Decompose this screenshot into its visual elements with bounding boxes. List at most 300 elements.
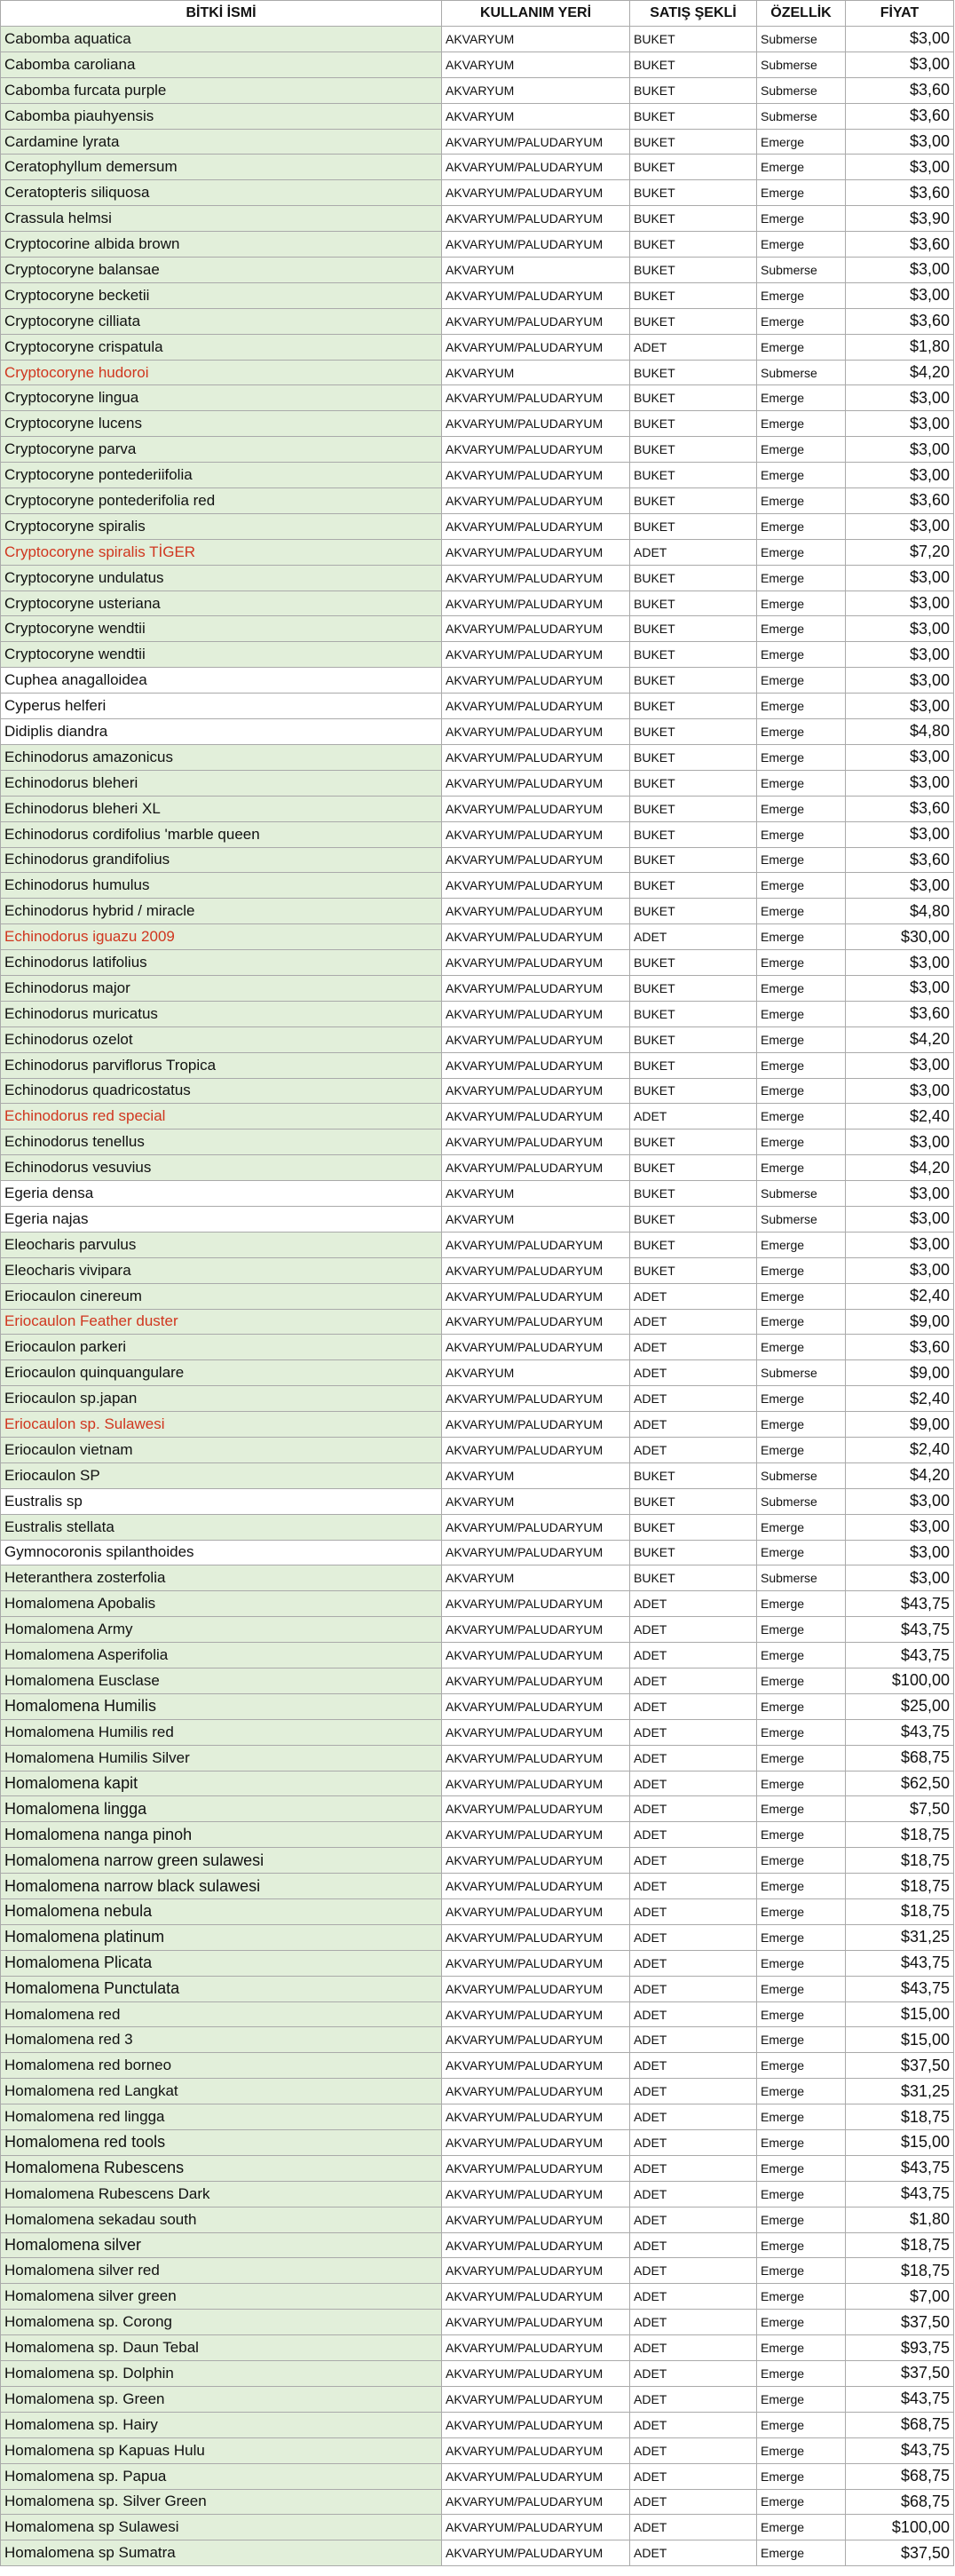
price-cell: $3,00 [846, 1052, 954, 1078]
usage-cell: AKVARYUM [442, 1181, 630, 1207]
feature-cell: Emerge [757, 975, 846, 1001]
sale-type-cell: BUKET [630, 206, 757, 232]
table-row [1, 103, 954, 129]
feature-cell: Emerge [757, 129, 846, 155]
plant-name-cell: Homalomena Humilis [1, 1693, 442, 1719]
feature-cell: Emerge [757, 1104, 846, 1129]
feature-cell: Submerse [757, 1360, 846, 1386]
price-cell: $3,00 [846, 1181, 954, 1207]
feature-cell: Emerge [757, 1257, 846, 1283]
feature-cell: Emerge [757, 1899, 846, 1925]
plant-name-cell: Cryptocoryne parva [1, 437, 442, 463]
sale-type-cell: BUKET [630, 437, 757, 463]
sale-type-cell: ADET [630, 539, 757, 565]
plant-name-cell: Eriocaulon cinereum [1, 1283, 442, 1309]
feature-cell: Emerge [757, 1309, 846, 1335]
price-cell: $9,00 [846, 1309, 954, 1335]
sale-type-cell: BUKET [630, 744, 757, 770]
sale-type-cell: ADET [630, 2386, 757, 2412]
usage-cell: AKVARYUM/PALUDARYUM [442, 437, 630, 463]
price-cell: $3,60 [846, 103, 954, 129]
table-row [1, 975, 954, 1001]
table-row [1, 1719, 954, 1745]
usage-cell: AKVARYUM/PALUDARYUM [442, 873, 630, 899]
plant-name-cell: Cryptocoryne hudoroi [1, 360, 442, 385]
feature-cell: Submerse [757, 77, 846, 103]
feature-cell: Emerge [757, 2027, 846, 2053]
feature-cell: Emerge [757, 950, 846, 976]
table-row [1, 2053, 954, 2079]
sale-type-cell: BUKET [630, 1257, 757, 1283]
sale-type-cell: BUKET [630, 463, 757, 488]
sale-type-cell: ADET [630, 1668, 757, 1694]
table-row [1, 1437, 954, 1462]
table-row [1, 1848, 954, 1874]
feature-cell: Emerge [757, 282, 846, 308]
usage-cell: AKVARYUM/PALUDARYUM [442, 2155, 630, 2181]
sale-type-cell: BUKET [630, 1540, 757, 1565]
feature-cell: Emerge [757, 539, 846, 565]
plant-name-cell: Egeria densa [1, 1181, 442, 1207]
table-row [1, 1565, 954, 1591]
usage-cell: AKVARYUM/PALUDARYUM [442, 1950, 630, 1976]
table-row [1, 180, 954, 206]
plant-name-cell: Echinodorus grandifolius [1, 847, 442, 873]
usage-cell: AKVARYUM/PALUDARYUM [442, 2104, 630, 2130]
table-row [1, 1643, 954, 1668]
plant-name-cell: Homalomena Apobalis [1, 1591, 442, 1617]
usage-cell: AKVARYUM [442, 27, 630, 52]
sale-type-cell: ADET [630, 2207, 757, 2232]
table-row [1, 1668, 954, 1694]
price-cell: $3,00 [846, 258, 954, 283]
sale-type-cell: ADET [630, 1437, 757, 1462]
table-row [1, 950, 954, 976]
usage-cell: AKVARYUM/PALUDARYUM [442, 2258, 630, 2284]
usage-cell: AKVARYUM [442, 1462, 630, 1488]
table-row [1, 1771, 954, 1796]
table-row [1, 155, 954, 180]
table-body [1, 27, 954, 2566]
feature-cell: Submerse [757, 1462, 846, 1488]
usage-cell: AKVARYUM [442, 258, 630, 283]
sale-type-cell: BUKET [630, 796, 757, 821]
plant-name-cell: Homalomena Rubescens Dark [1, 2181, 442, 2207]
usage-cell: AKVARYUM/PALUDARYUM [442, 2310, 630, 2335]
feature-cell: Submerse [757, 1181, 846, 1207]
usage-cell: AKVARYUM/PALUDARYUM [442, 2515, 630, 2540]
feature-cell: Emerge [757, 1693, 846, 1719]
table-row [1, 2232, 954, 2258]
sale-type-cell: BUKET [630, 258, 757, 283]
sale-type-cell: BUKET [630, 1514, 757, 1540]
price-cell: $3,00 [846, 668, 954, 694]
price-cell: $3,00 [846, 744, 954, 770]
sale-type-cell: ADET [630, 2540, 757, 2566]
usage-cell: AKVARYUM/PALUDARYUM [442, 1052, 630, 1078]
price-cell: $2,40 [846, 1283, 954, 1309]
table-row [1, 129, 954, 155]
sale-type-cell: BUKET [630, 103, 757, 129]
price-cell: $18,75 [846, 2232, 954, 2258]
table-row [1, 1796, 954, 1822]
usage-cell: AKVARYUM/PALUDARYUM [442, 2437, 630, 2463]
feature-cell: Submerse [757, 258, 846, 283]
sale-type-cell: BUKET [630, 694, 757, 719]
usage-cell: AKVARYUM/PALUDARYUM [442, 565, 630, 590]
feature-cell: Emerge [757, 616, 846, 642]
plant-name-cell: Cabomba aquatica [1, 27, 442, 52]
table-row [1, 1899, 954, 1925]
usage-cell: AKVARYUM [442, 360, 630, 385]
table-row [1, 1488, 954, 1514]
sale-type-cell: BUKET [630, 308, 757, 334]
feature-cell: Emerge [757, 1822, 846, 1848]
plant-name-cell: Homalomena narrow green sulawesi [1, 1848, 442, 1874]
plant-name-cell: Echinodorus bleheri XL [1, 796, 442, 821]
price-cell: $43,75 [846, 1591, 954, 1617]
price-cell: $3,00 [846, 1129, 954, 1155]
price-cell: $43,75 [846, 1719, 954, 1745]
plant-name-cell: Homalomena platinum [1, 1924, 442, 1950]
usage-cell: AKVARYUM/PALUDARYUM [442, 2386, 630, 2412]
feature-cell: Emerge [757, 1335, 846, 1360]
table-row [1, 744, 954, 770]
usage-cell: AKVARYUM/PALUDARYUM [442, 1129, 630, 1155]
feature-cell: Emerge [757, 2515, 846, 2540]
sale-type-cell: ADET [630, 1822, 757, 1848]
price-cell: $2,40 [846, 1386, 954, 1412]
table-row [1, 1822, 954, 1848]
plant-name-cell: Homalomena sp Sumatra [1, 2540, 442, 2566]
feature-cell: Emerge [757, 2489, 846, 2515]
table-row [1, 694, 954, 719]
plant-name-cell: Crassula helmsi [1, 206, 442, 232]
price-cell: $43,75 [846, 1643, 954, 1668]
sale-type-cell: BUKET [630, 27, 757, 52]
feature-cell: Submerse [757, 1488, 846, 1514]
feature-cell: Emerge [757, 1976, 846, 2001]
sale-type-cell: ADET [630, 1309, 757, 1335]
plant-name-cell: Homalomena red Langkat [1, 2079, 442, 2104]
price-cell: $93,75 [846, 2335, 954, 2361]
sale-type-cell: ADET [630, 2361, 757, 2387]
table-row [1, 360, 954, 385]
price-cell: $43,75 [846, 1617, 954, 1643]
sale-type-cell: BUKET [630, 1565, 757, 1591]
price-cell: $3,00 [846, 385, 954, 411]
table-row [1, 1976, 954, 2001]
table-row [1, 2515, 954, 2540]
plant-name-cell: Homalomena sp. Corong [1, 2310, 442, 2335]
plant-name-cell: Cryptocoryne spiralis [1, 513, 442, 539]
usage-cell: AKVARYUM/PALUDARYUM [442, 232, 630, 258]
feature-cell: Emerge [757, 2207, 846, 2232]
sale-type-cell: BUKET [630, 155, 757, 180]
sale-type-cell: ADET [630, 2104, 757, 2130]
usage-cell: AKVARYUM/PALUDARYUM [442, 694, 630, 719]
table-row [1, 2361, 954, 2387]
feature-cell: Emerge [757, 463, 846, 488]
usage-cell: AKVARYUM/PALUDARYUM [442, 1155, 630, 1181]
plant-name-cell: Echinodorus red special [1, 1104, 442, 1129]
sale-type-cell: BUKET [630, 129, 757, 155]
feature-cell: Emerge [757, 1386, 846, 1412]
table-row [1, 1232, 954, 1257]
feature-cell: Submerse [757, 1565, 846, 1591]
price-cell: $18,75 [846, 2258, 954, 2284]
table-row [1, 1924, 954, 1950]
plant-name-cell: Eriocaulon parkeri [1, 1335, 442, 1360]
price-cell: $3,00 [846, 590, 954, 616]
feature-cell: Emerge [757, 1078, 846, 1104]
plant-name-cell: Echinodorus parviflorus Tropica [1, 1052, 442, 1078]
price-cell: $1,80 [846, 2207, 954, 2232]
sale-type-cell: BUKET [630, 668, 757, 694]
feature-cell: Emerge [757, 796, 846, 821]
usage-cell: AKVARYUM/PALUDARYUM [442, 796, 630, 821]
table-row [1, 2386, 954, 2412]
usage-cell: AKVARYUM/PALUDARYUM [442, 1540, 630, 1565]
sale-type-cell: ADET [630, 2515, 757, 2540]
plant-name-cell: Eleocharis parvulus [1, 1232, 442, 1257]
feature-cell: Emerge [757, 2284, 846, 2310]
usage-cell: AKVARYUM/PALUDARYUM [442, 1104, 630, 1129]
sale-type-cell: BUKET [630, 1232, 757, 1257]
feature-cell: Emerge [757, 2155, 846, 2181]
sale-type-cell: ADET [630, 1386, 757, 1412]
table-row [1, 1874, 954, 1899]
sale-type-cell: BUKET [630, 590, 757, 616]
table-row [1, 2207, 954, 2232]
usage-cell: AKVARYUM/PALUDARYUM [442, 129, 630, 155]
price-cell: $3,00 [846, 616, 954, 642]
usage-cell: AKVARYUM/PALUDARYUM [442, 2284, 630, 2310]
feature-cell: Emerge [757, 2258, 846, 2284]
usage-cell: AKVARYUM/PALUDARYUM [442, 899, 630, 924]
feature-cell: Emerge [757, 2412, 846, 2437]
usage-cell: AKVARYUM/PALUDARYUM [442, 539, 630, 565]
table-row [1, 668, 954, 694]
price-cell: $3,00 [846, 129, 954, 155]
usage-cell: AKVARYUM/PALUDARYUM [442, 2232, 630, 2258]
price-cell: $3,00 [846, 1078, 954, 1104]
table-row [1, 1181, 954, 1207]
price-cell: $4,20 [846, 1155, 954, 1181]
usage-cell: AKVARYUM/PALUDARYUM [442, 1617, 630, 1643]
plant-name-cell: Homalomena sp. Daun Tebal [1, 2335, 442, 2361]
usage-cell: AKVARYUM/PALUDARYUM [442, 1796, 630, 1822]
table-row [1, 1412, 954, 1438]
plant-name-cell: Echinodorus major [1, 975, 442, 1001]
table-row [1, 2001, 954, 2027]
feature-cell: Emerge [757, 1719, 846, 1745]
usage-cell: AKVARYUM/PALUDARYUM [442, 1874, 630, 1899]
column-header-plant-name: BİTKİ İSMİ [1, 1, 442, 27]
table-row [1, 282, 954, 308]
usage-cell: AKVARYUM/PALUDARYUM [442, 1335, 630, 1360]
table-row [1, 2437, 954, 2463]
usage-cell: AKVARYUM/PALUDARYUM [442, 642, 630, 668]
price-cell: $100,00 [846, 2515, 954, 2540]
plant-name-cell: Eriocaulon SP [1, 1462, 442, 1488]
usage-cell: AKVARYUM/PALUDARYUM [442, 668, 630, 694]
plant-name-cell: Homalomena nebula [1, 1899, 442, 1925]
feature-cell: Emerge [757, 1052, 846, 1078]
plant-name-cell: Homalomena sp. Papua [1, 2463, 442, 2489]
table-row [1, 1283, 954, 1309]
feature-cell: Emerge [757, 2463, 846, 2489]
table-row [1, 463, 954, 488]
plant-name-cell: Echinodorus muricatus [1, 1001, 442, 1026]
feature-cell: Emerge [757, 1617, 846, 1643]
price-cell: $3,00 [846, 873, 954, 899]
table-row [1, 539, 954, 565]
usage-cell: AKVARYUM/PALUDARYUM [442, 2079, 630, 2104]
column-header-price: FİYAT [846, 1, 954, 27]
plant-name-cell: Cryptocoryne usteriana [1, 590, 442, 616]
price-cell: $7,20 [846, 539, 954, 565]
usage-cell: AKVARYUM/PALUDARYUM [442, 770, 630, 796]
usage-cell: AKVARYUM/PALUDARYUM [442, 2130, 630, 2156]
table-row [1, 847, 954, 873]
usage-cell: AKVARYUM [442, 1206, 630, 1232]
table-row [1, 2412, 954, 2437]
feature-cell: Emerge [757, 565, 846, 590]
feature-cell: Emerge [757, 873, 846, 899]
feature-cell: Emerge [757, 411, 846, 437]
price-cell: $4,20 [846, 360, 954, 385]
price-cell: $100,00 [846, 1668, 954, 1694]
table-row [1, 1360, 954, 1386]
sale-type-cell: BUKET [630, 770, 757, 796]
feature-cell: Emerge [757, 1001, 846, 1026]
table-row [1, 308, 954, 334]
usage-cell: AKVARYUM/PALUDARYUM [442, 1822, 630, 1848]
price-cell: $30,00 [846, 924, 954, 950]
sale-type-cell: ADET [630, 1283, 757, 1309]
plant-name-cell: Cryptocorine albida brown [1, 232, 442, 258]
usage-cell: AKVARYUM/PALUDARYUM [442, 1976, 630, 2001]
feature-cell: Submerse [757, 52, 846, 77]
feature-cell: Emerge [757, 1232, 846, 1257]
plant-name-cell: Cabomba caroliana [1, 52, 442, 77]
table-row [1, 821, 954, 847]
usage-cell: AKVARYUM/PALUDARYUM [442, 385, 630, 411]
price-cell: $7,00 [846, 2284, 954, 2310]
price-cell: $3,60 [846, 308, 954, 334]
plant-name-cell: Homalomena red lingga [1, 2104, 442, 2130]
price-cell: $18,75 [846, 1899, 954, 1925]
usage-cell: AKVARYUM/PALUDARYUM [442, 1771, 630, 1796]
usage-cell: AKVARYUM/PALUDARYUM [442, 1412, 630, 1438]
feature-cell: Emerge [757, 1643, 846, 1668]
table-row [1, 1386, 954, 1412]
usage-cell: AKVARYUM/PALUDARYUM [442, 2181, 630, 2207]
usage-cell: AKVARYUM [442, 103, 630, 129]
table-row [1, 1462, 954, 1488]
feature-cell: Emerge [757, 2181, 846, 2207]
price-cell: $3,60 [846, 1001, 954, 1026]
price-cell: $68,75 [846, 2489, 954, 2515]
plant-name-cell: Cryptocoryne lingua [1, 385, 442, 411]
usage-cell: AKVARYUM/PALUDARYUM [442, 155, 630, 180]
usage-cell: AKVARYUM/PALUDARYUM [442, 719, 630, 745]
price-cell: $3,00 [846, 821, 954, 847]
plant-name-cell: Cryptocoryne pontederifolia red [1, 488, 442, 514]
table-row [1, 616, 954, 642]
plant-name-cell: Echinodorus cordifolius 'marble queen [1, 821, 442, 847]
feature-cell: Emerge [757, 2001, 846, 2027]
plant-name-cell: Homalomena Plicata [1, 1950, 442, 1976]
usage-cell: AKVARYUM/PALUDARYUM [442, 1001, 630, 1026]
feature-cell: Emerge [757, 1796, 846, 1822]
plant-name-cell: Cryptocoryne spiralis TİGER [1, 539, 442, 565]
price-cell: $3,60 [846, 180, 954, 206]
sale-type-cell: BUKET [630, 232, 757, 258]
usage-cell: AKVARYUM [442, 1565, 630, 1591]
table-row [1, 1155, 954, 1181]
usage-cell: AKVARYUM/PALUDARYUM [442, 2207, 630, 2232]
sale-type-cell: BUKET [630, 1206, 757, 1232]
sale-type-cell: ADET [630, 2463, 757, 2489]
plant-name-cell: Eleocharis vivipara [1, 1257, 442, 1283]
table-row [1, 1309, 954, 1335]
plant-name-cell: Echinodorus quadricostatus [1, 1078, 442, 1104]
plant-name-cell: Eriocaulon sp. Sulawesi [1, 1412, 442, 1438]
usage-cell: AKVARYUM/PALUDARYUM [442, 1591, 630, 1617]
usage-cell: AKVARYUM/PALUDARYUM [442, 821, 630, 847]
price-cell: $31,25 [846, 2079, 954, 2104]
plant-name-cell: Homalomena Rubescens [1, 2155, 442, 2181]
plant-name-cell: Homalomena silver [1, 2232, 442, 2258]
column-header-feature: ÖZELLİK [757, 1, 846, 27]
plant-name-cell: Homalomena narrow black sulawesi [1, 1874, 442, 1899]
usage-cell: AKVARYUM/PALUDARYUM [442, 308, 630, 334]
price-cell: $68,75 [846, 2463, 954, 2489]
feature-cell: Emerge [757, 2232, 846, 2258]
table-row [1, 385, 954, 411]
sale-type-cell: ADET [630, 1924, 757, 1950]
feature-cell: Emerge [757, 1437, 846, 1462]
usage-cell: AKVARYUM/PALUDARYUM [442, 2489, 630, 2515]
table-row [1, 565, 954, 590]
price-cell: $18,75 [846, 1822, 954, 1848]
column-header-sale-type: SATIŞ ŞEKLİ [630, 1, 757, 27]
sale-type-cell: ADET [630, 2053, 757, 2079]
plant-name-cell: Homalomena sp. Silver Green [1, 2489, 442, 2515]
table-row [1, 1052, 954, 1078]
price-cell: $3,60 [846, 796, 954, 821]
table-row [1, 2181, 954, 2207]
plant-name-cell: Echinodorus hybrid / miracle [1, 899, 442, 924]
price-cell: $3,60 [846, 488, 954, 514]
plant-name-cell: Homalomena silver green [1, 2284, 442, 2310]
feature-cell: Emerge [757, 513, 846, 539]
feature-cell: Emerge [757, 1540, 846, 1565]
sale-type-cell: ADET [630, 1899, 757, 1925]
price-cell: $3,00 [846, 411, 954, 437]
usage-cell: AKVARYUM/PALUDARYUM [442, 334, 630, 360]
table-row [1, 796, 954, 821]
usage-cell: AKVARYUM/PALUDARYUM [442, 488, 630, 514]
table-row [1, 873, 954, 899]
sale-type-cell: ADET [630, 1719, 757, 1745]
sale-type-cell: BUKET [630, 1129, 757, 1155]
sale-type-cell: ADET [630, 2181, 757, 2207]
feature-cell: Emerge [757, 821, 846, 847]
price-cell: $3,00 [846, 1257, 954, 1283]
